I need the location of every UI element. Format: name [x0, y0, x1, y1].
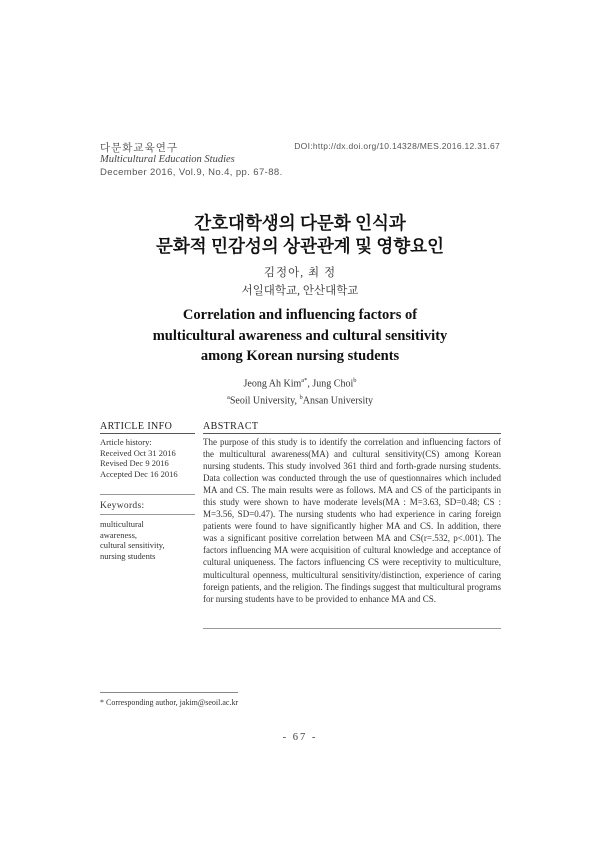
revised-date: Revised Dec 9 2016: [100, 458, 169, 468]
journal-issue-info: December 2016, Vol.9, No.4, pp. 67-88.: [100, 167, 283, 178]
author-2-sup: b: [353, 377, 357, 384]
korean-title-line-2: 문화적 민감성의 상관관계 및 영향요인: [156, 236, 444, 256]
english-authors: [0, 377, 600, 389]
accepted-date: Accepted Dec 16 2016: [100, 468, 178, 479]
keywords-divider-bottom: [100, 514, 195, 515]
english-title-line-3: among Korean nursing students: [200, 348, 400, 364]
journal-name-english: Multicultural Education Studies: [100, 154, 235, 165]
abstract-heading: ABSTRACT: [203, 421, 259, 432]
keyword-item: nursing students: [100, 550, 156, 561]
keywords-divider-top: [100, 494, 195, 495]
keyword-item: cultural sensitivity,: [100, 540, 165, 550]
author-separator: ,: [307, 378, 313, 390]
english-affiliations: [0, 394, 600, 406]
affiliation-a-sup: a: [226, 394, 230, 401]
korean-affiliations: 서일대학교, 안산대학교: [241, 285, 359, 297]
author-1-sup: a*: [301, 377, 308, 384]
footnote-divider: [100, 692, 238, 693]
keyword-item: awareness,: [100, 529, 138, 540]
received-date: Received Oct 31 2016: [100, 447, 176, 458]
keywords-label: Keywords:: [100, 501, 145, 511]
doi-link[interactable]: DOI:http://dx.doi.org/10.14328/MES.2016.12.31.67: [294, 141, 500, 151]
abstract-divider-bottom: [203, 628, 501, 629]
english-title: [0, 305, 600, 367]
abstract-text: The purpose of this study is to identify the correlation and influencing factors of the multicultural awareness(MA) and cultural sensitivity(CS) among Korean nursing students. This study involved 361 third and forth-grade nursing students. Data collection was conducted through the use of questionnaires which included MA and CS. The main results were as follows. MA and CS of the participants in this study were shown to have moderate levels(MA : M=3.63, SD=0.48; CS : M=3.56, SD=0.47). The nursing students who had experience in caring foreign patients were found to have significantly higher MA and CS. In addition, there was a significant positive correlation between MA and CS(r=.532, p<.001). The factors influencing MA were acquisition of cultural knowledge and acceptance of cultural uniqueness. The factors influencing CS were receptivity to multiculture, multicultural openness, multicultural sensitivity/distinction, experience of caring foreign patients, and the religion. The findings suggest that multicultural programs for nursing students have to be provided to enhance MA and CS.: [203, 437, 501, 604]
page-number: - 67 -: [282, 732, 318, 743]
korean-title: [0, 212, 600, 258]
corresponding-author-footnote: * Corresponding author, jakim@seoil.ac.kr: [100, 698, 239, 707]
affiliation-a-name: Seoil University,: [229, 395, 300, 407]
article-info-heading: ARTICLE INFO: [100, 421, 173, 432]
korean-authors: 김정아, 최 정: [263, 267, 337, 279]
history-label: Article history:: [100, 437, 152, 447]
author-1-name: Jeong Ah Kim: [243, 378, 302, 390]
article-history-block: [100, 437, 195, 479]
article-info-divider: [100, 433, 195, 434]
affiliation-b-name: Ansan University: [302, 395, 374, 407]
korean-title-line-1: 간호대학생의 다문화 인식과: [194, 213, 406, 233]
journal-name-korean: 다문화교육연구: [100, 142, 179, 154]
author-2-name: Jung Choi: [312, 378, 354, 390]
keywords-list: [100, 519, 195, 561]
affiliation-b-sup: b: [299, 394, 303, 401]
english-title-line-1: Correlation and influencing factors of: [182, 307, 418, 323]
english-title-line-2: multicultural awareness and cultural sensitivity: [152, 327, 448, 344]
keyword-item: multicultural: [100, 519, 144, 529]
abstract-divider-top: [203, 433, 501, 434]
